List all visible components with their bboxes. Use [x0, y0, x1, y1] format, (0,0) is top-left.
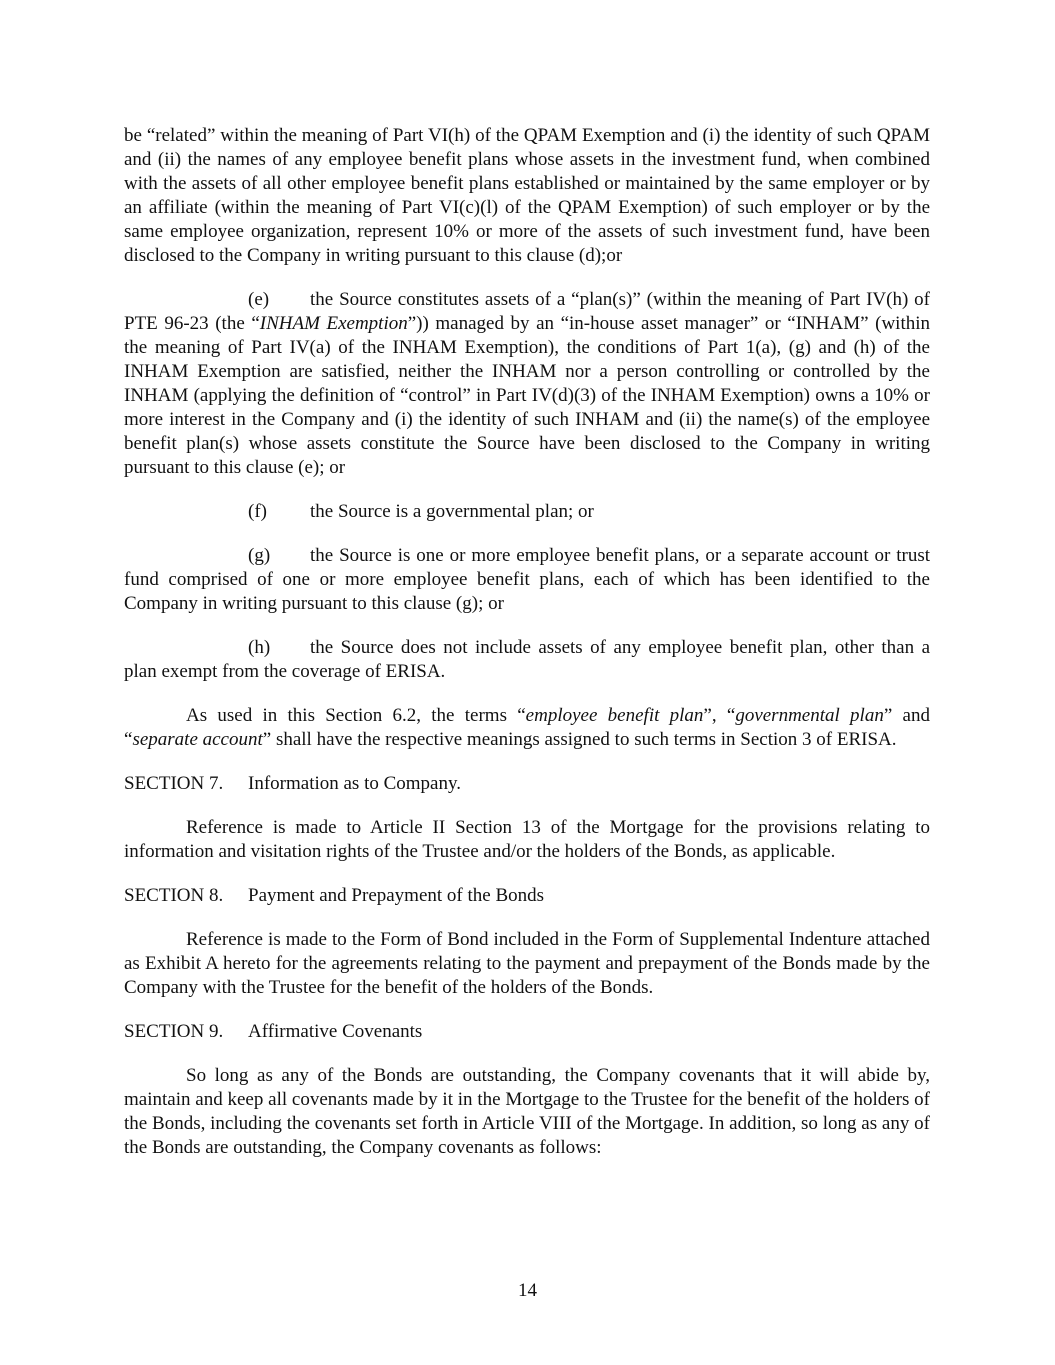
definitions-paragraph	[124, 704, 930, 752]
definitions-text-2: ”, “	[703, 705, 736, 726]
clause-e-label: (e)	[248, 289, 270, 310]
clause-e	[124, 288, 930, 480]
page-number: 14	[518, 1280, 537, 1301]
section-9-body: So long as any of the Bonds are outstanding, the Company covenants that it will abide by, maintain and keep all covenants made by it in the Mortgage to the Trustee for the benefit of the holders of the Bonds, including the covenants set forth in Article VIII of the Mortgage. In addition, so long as any of the Bonds are outstanding, the Company covenants as follows:	[124, 1065, 930, 1158]
section-9-title: Affirmative Covenants	[248, 1021, 423, 1042]
section-8-title: Payment and Prepayment of the Bonds	[248, 885, 545, 906]
section-9-number: SECTION 9.	[124, 1021, 224, 1042]
defined-term-employee-benefit-plan: employee benefit plan	[525, 705, 704, 726]
clause-e-text-1: the Source constitutes assets of a “plan(s)” (within the meaning of Part IV(h) of PTE 96-23 (the “	[124, 289, 930, 334]
section-7-heading	[124, 772, 930, 796]
clause-g-text: the Source is one or more employee benefit plans, or a separate account or trust fund comprised of one or more employee benefit plans, each of which has been identified to the Company in writing pursuant to this clause (g); or	[124, 545, 930, 614]
defined-term-separate-account: separate account	[132, 729, 263, 750]
clause-g-label: (g)	[248, 545, 271, 566]
clause-g	[124, 544, 930, 616]
clause-f-text: the Source is a governmental plan; or	[310, 501, 594, 522]
clause-d-continuation: be “related” within the meaning of Part VI(h) of the QPAM Exemption and (i) the identity of such QPAM and (ii) the names of any employee benefit plans whose assets in the investment fund, when combined with the assets of all other employee benefit plans established or maintained by the same employer or by an affiliate (within the meaning of Part VI(c)(l) of the QPAM Exemption) of such employer or by the same employee organization, represent 10% or more of the assets of such investment fund, have been disclosed to the Company in writing pursuant to this clause (d);or	[124, 125, 930, 266]
section-8-number: SECTION 8.	[124, 885, 224, 906]
clause-f-label: (f)	[248, 501, 267, 522]
clause-f	[124, 500, 930, 524]
section-8-heading	[124, 884, 930, 908]
section-7-title: Information as to Company.	[248, 773, 462, 794]
definitions-text-4: ” shall have the respective meanings assigned to such terms in Section 3 of ERISA.	[262, 729, 897, 750]
clause-e-text-2: ”)) managed by an “in-house asset manager” or “INHAM” (within the meaning of Part IV(a) of the INHAM Exemption), the conditions of Part 1(a), (g) and (h) of the INHAM Exemption are satisfied, neither the INHAM nor a person controlling or controlled by the INHAM (applying the definition of “control” in Part IV(d)(3) of the INHAM Exemption) owns a 10% or more interest in the Company and (i) the identity of such INHAM and (ii) the name(s) of the employee benefit plan(s) whose assets constitute the Source have been disclosed to the Company in writing pursuant to this clause (e); or	[124, 313, 930, 478]
section-9-heading	[124, 1020, 930, 1044]
document-page	[124, 124, 930, 1180]
section-7-body: Reference is made to Article II Section 13 of the Mortgage for the provisions relating to information and visitation rights of the Trustee and/or the holders of the Bonds, as applicable.	[124, 817, 930, 862]
section-8-body: Reference is made to the Form of Bond included in the Form of Supplemental Indenture attached as Exhibit A hereto for the agreements relating to the payment and prepayment of the Bonds made by the Company with the Trustee for the benefit of the holders of the Bonds.	[124, 929, 930, 998]
defined-term-governmental-plan: governmental plan	[735, 705, 884, 726]
clause-e-defined-term: INHAM Exemption	[259, 313, 408, 334]
clause-h-label: (h)	[248, 637, 271, 658]
definitions-text-3: ” and “	[124, 705, 930, 750]
definitions-text-1: As used in this Section 6.2, the terms “	[186, 705, 526, 726]
section-7-number: SECTION 7.	[124, 773, 224, 794]
clause-h	[124, 636, 930, 684]
clause-h-text: the Source does not include assets of any employee benefit plan, other than a plan exempt from the coverage of ERISA.	[124, 637, 930, 682]
